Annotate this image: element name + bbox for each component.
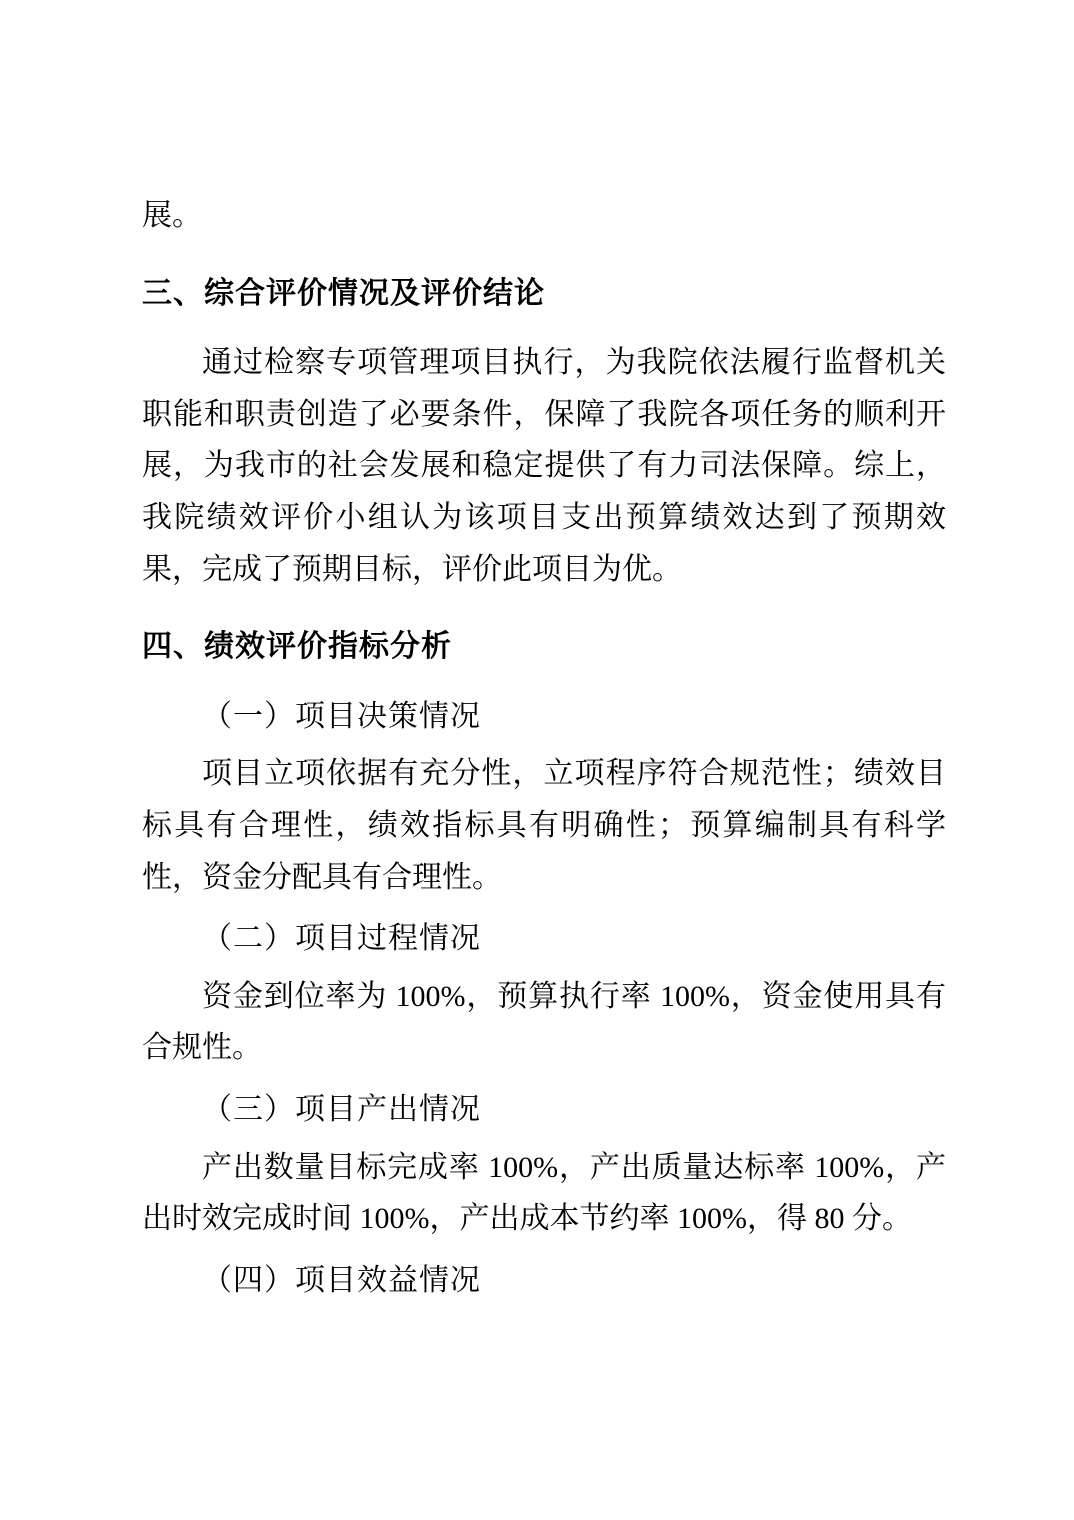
subsection-paragraph-1: 项目立项依据有充分性，立项程序符合规范性；绩效目标具有合理性，绩效指标具有明确性；预算编制具有科学性，资金分配具有合理性。 xyxy=(142,757,946,894)
section-heading-4: 四、绩效评价指标分析 xyxy=(142,629,452,665)
section-heading-3: 三、综合评价情况及评价结论 xyxy=(142,275,545,311)
subsection-title-1: （一）项目决策情况 xyxy=(202,699,481,733)
subsection-title-3: （三）项目产出情况 xyxy=(202,1092,481,1126)
subsection-title-2: （二）项目过程情况 xyxy=(202,922,481,956)
continuation-line: 展。 xyxy=(142,199,202,232)
subsection-title-4: （四）项目效益情况 xyxy=(202,1263,481,1297)
subsection-paragraph-3: 产出数量目标完成率 100%，产出质量达标率 100%，产出时效完成时间 100%，产出成本节约率 100%，得 80 分。 xyxy=(142,1150,946,1236)
subsection-paragraph-2: 资金到位率为 100%，预算执行率 100%，资金使用具有合规性。 xyxy=(142,979,946,1065)
section-3-paragraph-1: 通过检察专项管理项目执行，为我院依法履行监督机关职能和职责创造了必要条件，保障了我院各项任务的顺利开展，为我市的社会发展和稳定提供了有力司法保障。综上，我院绩效评价小组认为该项目支出预算绩效达到了预期效果，完成了预期目标，评价此项目为优。 xyxy=(142,346,946,586)
document-body xyxy=(142,190,946,1306)
